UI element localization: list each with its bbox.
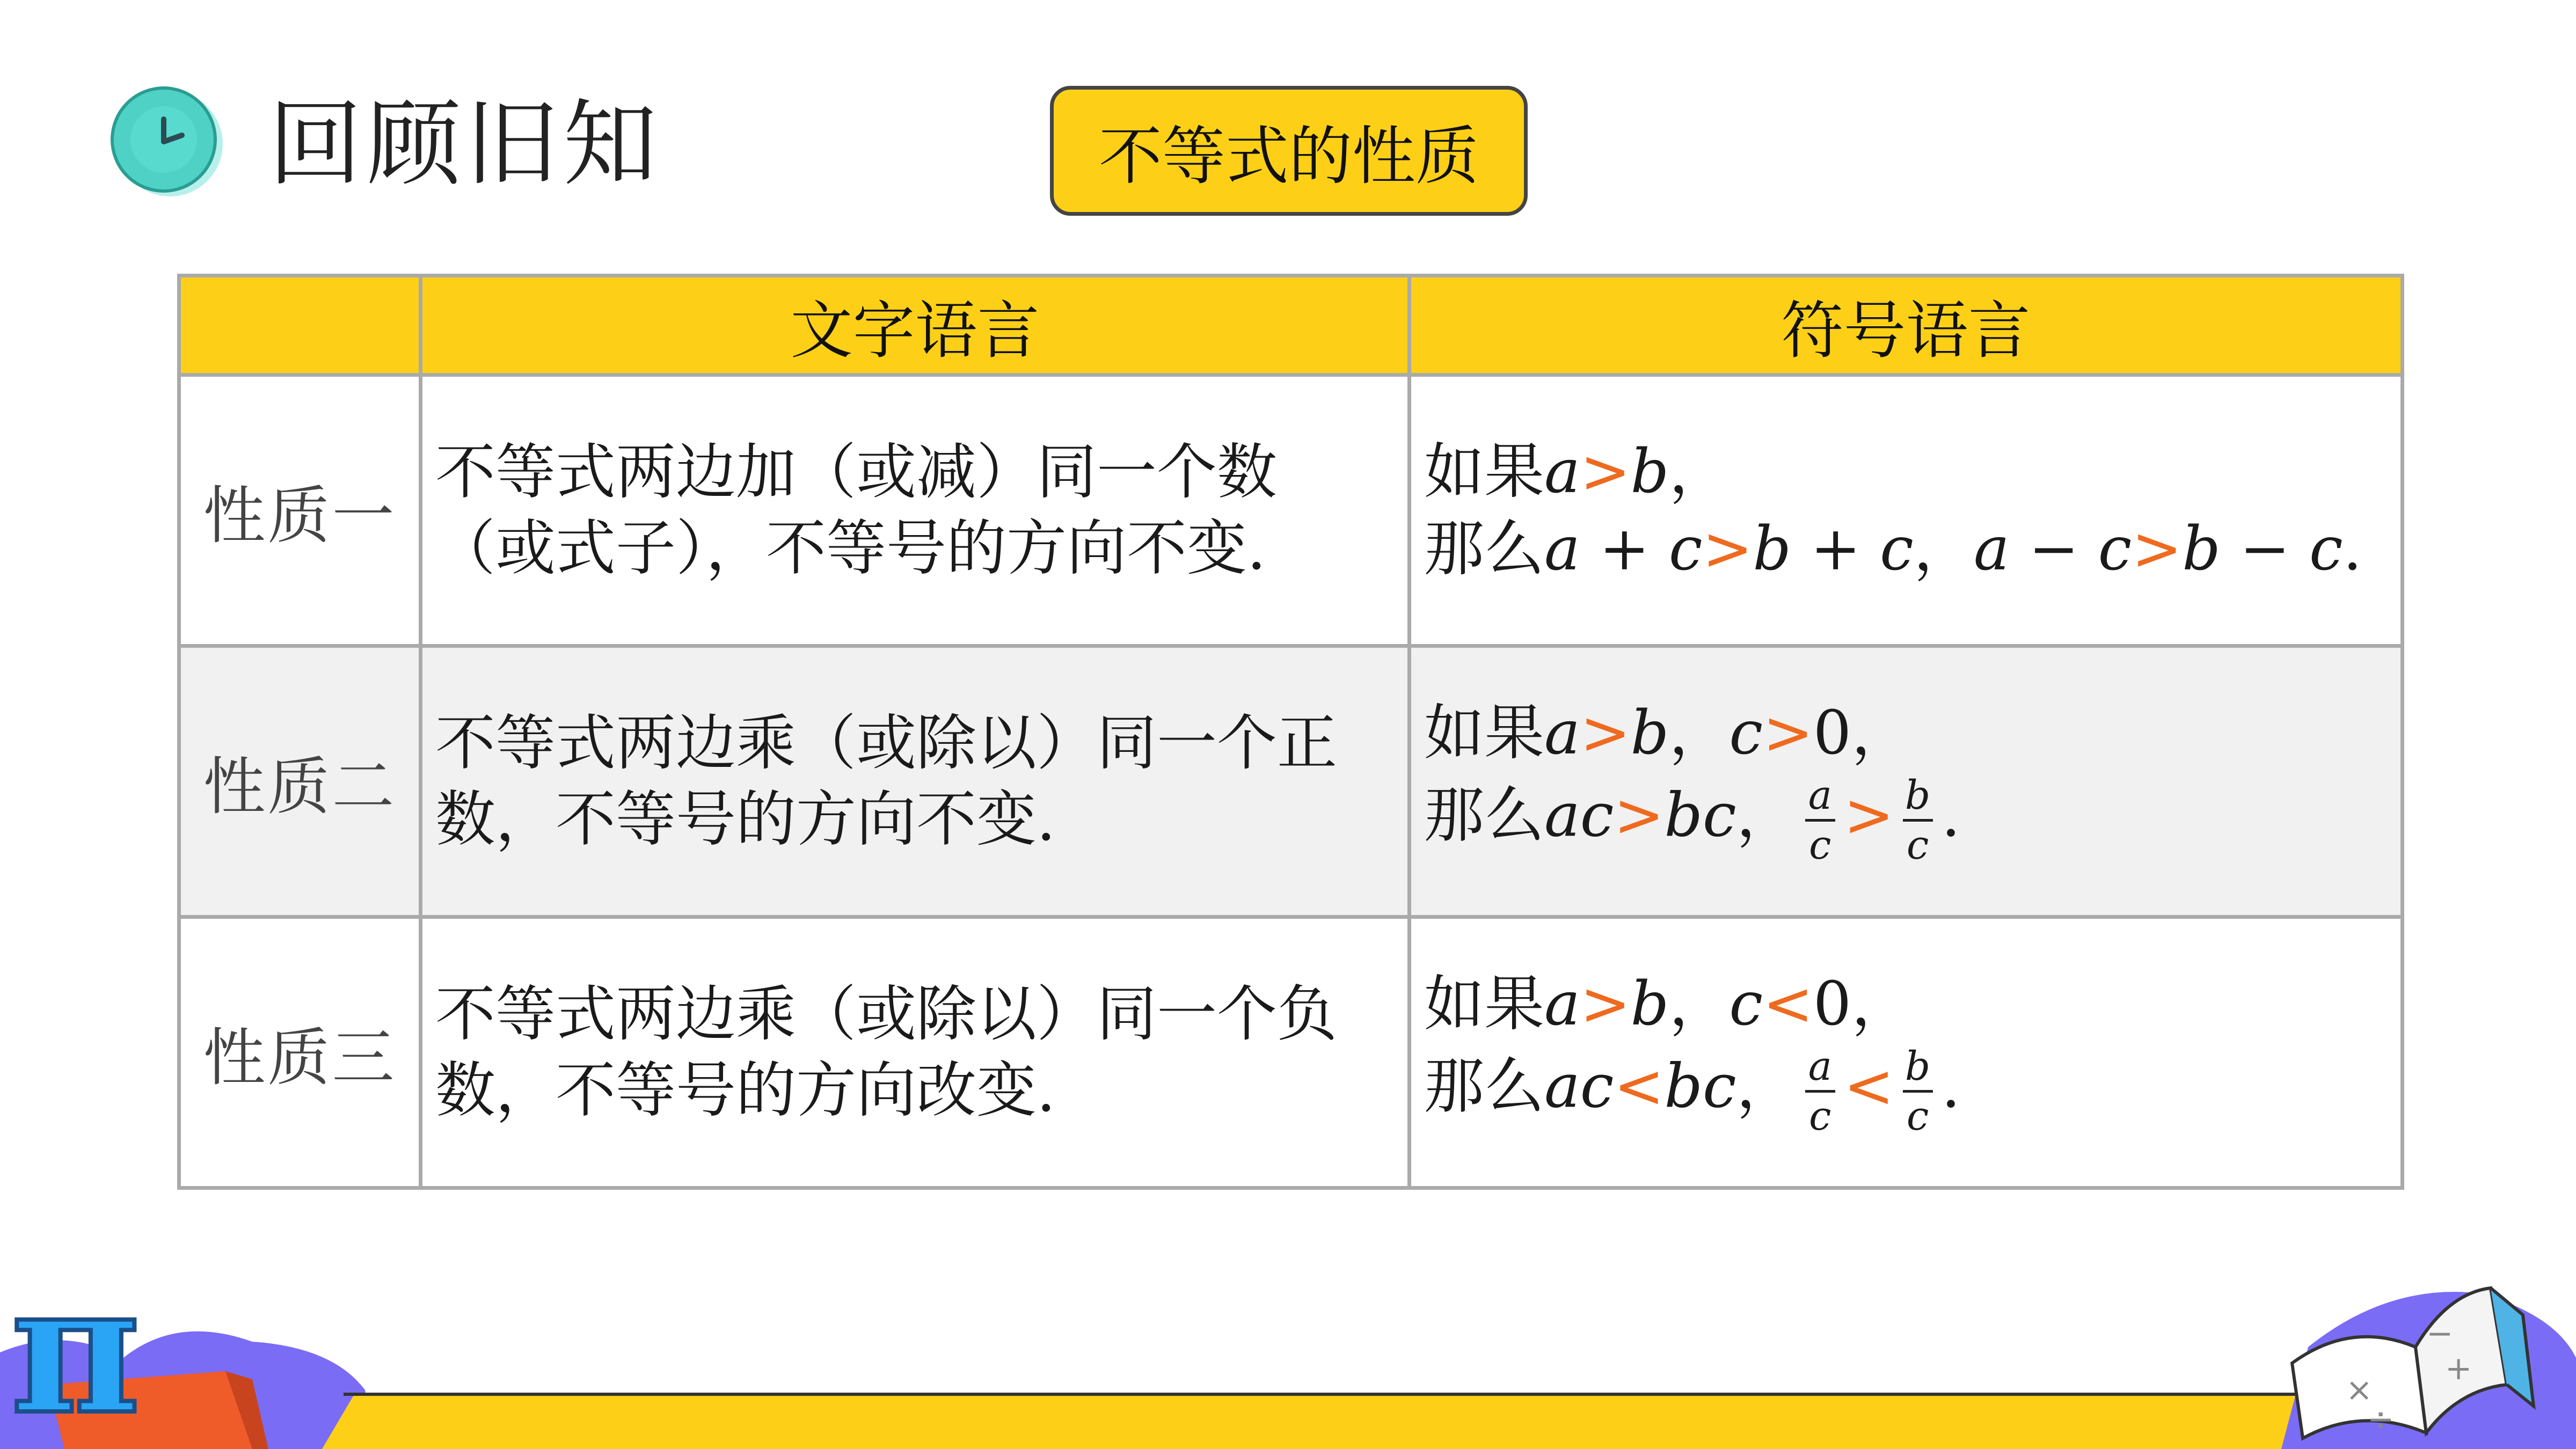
table-row [179,646,2403,917]
expression: b + c [1753,514,1914,584]
punct: ， [1913,514,1974,584]
punct: ， [1669,437,1730,507]
operator: < [1614,1051,1665,1121]
expression: bc [1664,1051,1736,1121]
variable: b [1630,969,1669,1039]
numerator: b [1904,1043,1931,1089]
book-symbol: × [2346,1371,2373,1409]
operator: > [1614,780,1665,850]
variable: c [1729,698,1763,768]
topic-badge [1050,86,1528,216]
operator: > [1580,969,1631,1039]
punct: ， [1669,969,1730,1039]
operator: < [1763,969,1813,1039]
ground-strip [322,1394,2319,1449]
variable: b [1630,698,1669,768]
expression: ac [1544,1051,1614,1121]
symbol-line [1424,433,2388,510]
table-row [179,917,2403,1188]
property-name: 性质三 [179,917,421,1188]
fraction [1805,772,1835,869]
punct: . [1941,780,1961,850]
variable: b [1630,437,1669,507]
punct: . [1941,1051,1961,1121]
variable: a [1544,969,1580,1039]
text-line: 数，不等号的方向不变. [435,785,1056,854]
expression: ac [1544,780,1614,850]
header-text-language: 文字语言 [421,276,1410,375]
text-line: 不等式两边乘（或除以）同一个负 [435,979,1337,1049]
symbol-line [1424,772,2388,869]
properties-table [177,274,2404,1190]
numerator: a [1808,772,1832,818]
operator: > [1763,698,1813,768]
book-symbol: + [2445,1350,2472,1387]
expression: b − c [2182,514,2343,584]
operator: > [1580,698,1631,768]
symbol-line [1424,510,2388,588]
word: 如果 [1424,969,1544,1039]
property-name: 性质二 [179,646,421,917]
table-header-row [179,276,2403,375]
expression: a + c [1544,514,1703,584]
property-text [421,917,1410,1188]
text-line: 不等式两边乘（或除以）同一个正 [435,708,1337,778]
topic-label: 不等式的性质 [1098,119,1479,193]
numerator: b [1904,772,1931,818]
punct: ， [1851,969,1912,1039]
page-title: 回顾旧知 [268,90,661,199]
header-symbol-language: 符号语言 [1410,276,2403,375]
punct: . [2343,514,2362,584]
text-line: 不等式两边加（或减）同一个数 [435,437,1277,507]
denominator: c [1809,822,1831,868]
denominator: c [1906,822,1929,868]
fraction [1903,1043,1933,1140]
book-symbol: − [2426,1315,2454,1352]
expression: bc [1664,780,1736,850]
number: 0 [1813,969,1852,1039]
operator: > [1580,437,1631,507]
book-symbol: ÷ [2367,1401,2395,1438]
symbol-line [1424,965,2388,1043]
punct: ， [1736,1051,1797,1121]
text-line: （或式子），不等号的方向不变. [435,514,1266,583]
property-symbol [1410,375,2403,646]
operator: > [1843,780,1894,850]
property-text [421,646,1410,917]
text-line: 数，不等号的方向改变. [435,1056,1056,1125]
word: 那么 [1424,780,1544,850]
variable: a [1544,437,1580,507]
punct: ， [1736,780,1797,850]
punct: ， [1851,698,1912,768]
number: 0 [1813,698,1852,768]
operator: > [1702,514,1753,584]
property-text [421,375,1410,646]
header-empty [179,276,421,375]
denominator: c [1906,1093,1929,1139]
variable: a [1544,698,1580,768]
denominator: c [1809,1093,1831,1139]
property-symbol [1410,646,2403,917]
property-name: 性质一 [179,375,421,646]
word: 那么 [1424,1051,1544,1121]
operator: < [1843,1051,1894,1121]
fraction [1805,1043,1835,1140]
word: 那么 [1424,514,1544,584]
property-symbol [1410,917,2403,1188]
numerator: a [1808,1043,1832,1089]
symbol-line [1424,694,2388,772]
table-row [179,375,2403,646]
clock-icon [110,86,223,199]
variable: c [1729,969,1763,1039]
symbol-line [1424,1043,2388,1140]
fraction [1903,772,1933,869]
expression: a − c [1973,514,2132,584]
pi-symbol: π [11,1250,141,1449]
punct: ， [1669,698,1730,768]
operator: > [2132,514,2183,584]
word: 如果 [1424,698,1544,768]
footer-decoration [0,1250,2576,1449]
word: 如果 [1424,437,1544,507]
